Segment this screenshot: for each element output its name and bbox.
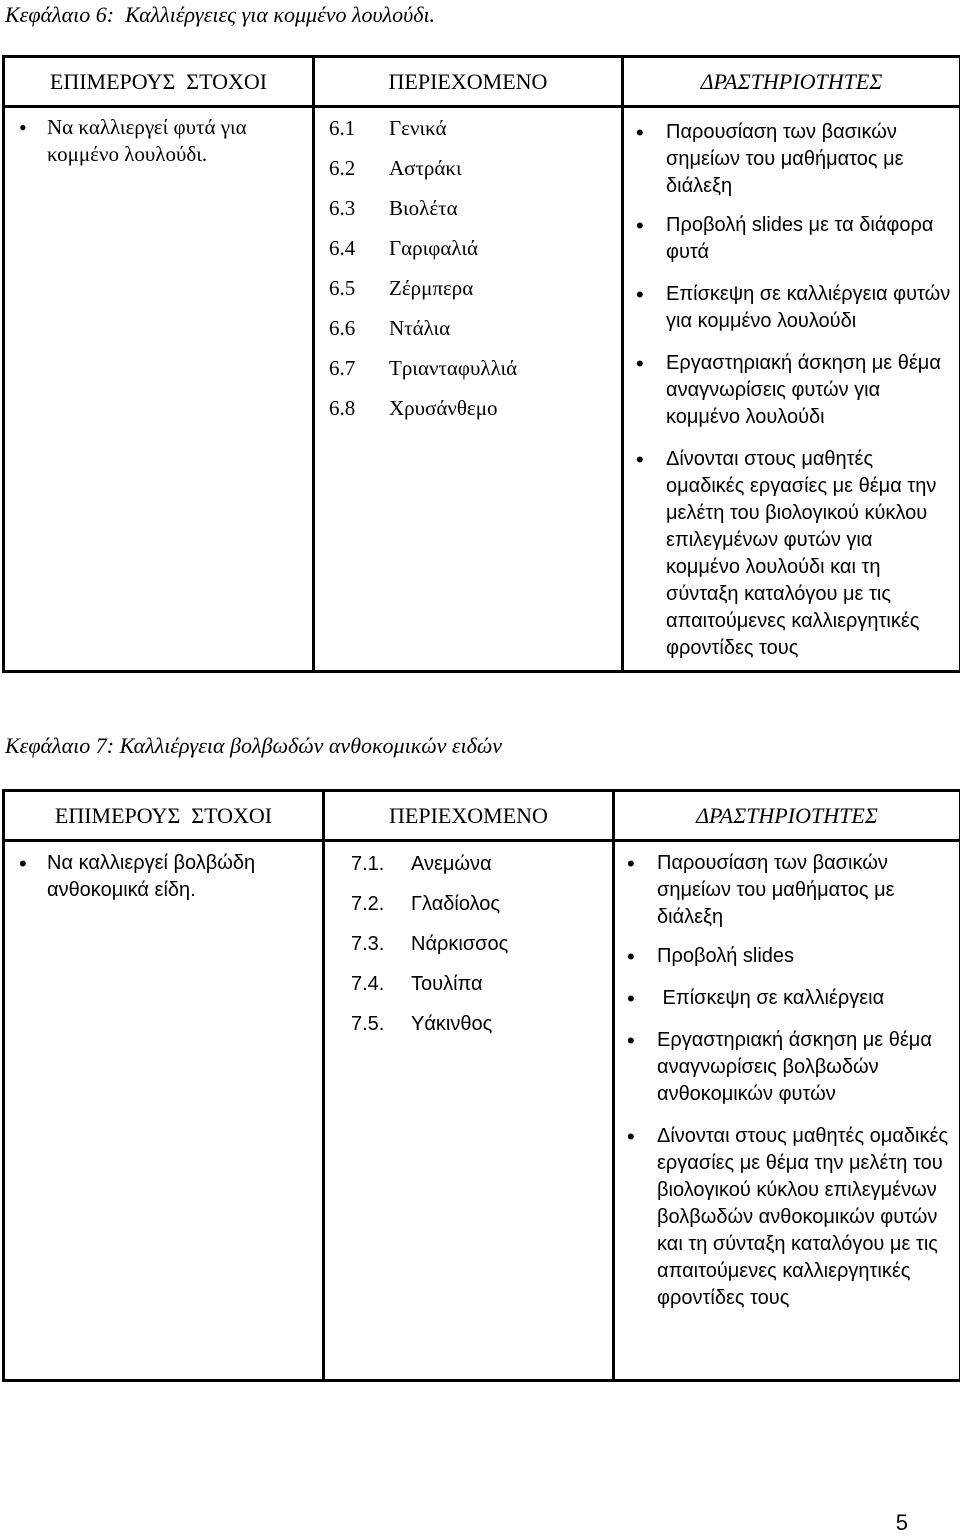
content-number: 7.5.	[351, 1013, 385, 1035]
content-number: 7.3.	[351, 933, 385, 955]
content-number: 7.4.	[351, 973, 385, 995]
header-content: ΠΕΡΙΕΧΟΜΕΝΟ	[314, 57, 623, 107]
header-activities: ΔΡΑΣΤΗΡΙΟΤΗΤΕΣ	[614, 791, 960, 841]
content-item	[351, 844, 612, 884]
content-number: 6.7	[329, 356, 356, 380]
content-item	[329, 268, 621, 308]
content-item	[329, 388, 621, 428]
content-number: 6.5	[329, 276, 356, 300]
content-cell	[314, 107, 623, 672]
content-number: 6.3	[329, 196, 356, 220]
activity-item: • Δίνονται στους μαθητές ομαδικές εργασίες με θέμα την μελέτη του βιολογικού κύκλου επιλεγμένων φυτών για κομμένο λουλούδι και τη σύνταξη καταλόγου με τις απαιτούμενες καλλιεργητικές φροντίδες τους	[624, 446, 951, 662]
content-text: Γαριφαλιά	[389, 236, 478, 260]
content-item	[351, 964, 612, 1004]
content-text: Αστράκι	[389, 156, 462, 180]
content-item	[329, 188, 621, 228]
content-number: 7.2.	[351, 893, 385, 915]
goal-item: • Να καλλιεργεί βολβώδη ανθοκομικά είδη.	[5, 850, 310, 904]
content-number: 6.1	[329, 116, 356, 140]
chapter-6-title: Κεφάλαιο 6: Καλλιέργειες για κομμένο λουλούδι.	[5, 2, 436, 27]
body-row	[4, 107, 960, 672]
activity-item: • Επίσκεψη σε καλλιέργεια φυτών για κομμένο λουλούδι	[624, 281, 951, 335]
chapter-7-table	[2, 789, 960, 1382]
content-item	[329, 308, 621, 348]
content-text: Γενικά	[389, 116, 447, 140]
content-item	[351, 924, 612, 964]
content-number: 6.4	[329, 236, 356, 260]
content-number: 7.1.	[351, 853, 385, 875]
goal-item: • Να καλλιεργεί φυτά για κομμένο λουλούδι.	[5, 114, 300, 168]
header-goals: ΕΠΙΜΕΡΟΥΣ ΣΤΟΧΟΙ	[4, 791, 324, 841]
activities-cell	[614, 841, 960, 1381]
activity-item: • Προβολή slides με τα διάφορα φυτά	[624, 212, 951, 266]
content-item	[351, 1004, 612, 1044]
header-activities: ΔΡΑΣΤΗΡΙΟΤΗΤΕΣ	[623, 57, 960, 107]
activity-item: • Παρουσίαση των βασικών σημείων του μαθήματος με διάλεξη	[624, 119, 951, 200]
activity-item: • Δίνονται στους μαθητές ομαδικές εργασίες με θέμα την μελέτη του βιολογικού κύκλου επιλεγμένων βολβωδών ανθοκομικών φυτών και τη σύνταξη καταλόγου με τις απαιτούμενες καλλιεργητικές φροντίδες τους	[615, 1123, 951, 1312]
page-number: 5	[895, 1510, 908, 1535]
content-item	[329, 228, 621, 268]
header-goals: ΕΠΙΜΕΡΟΥΣ ΣΤΟΧΟΙ	[4, 57, 314, 107]
goals-cell	[4, 107, 314, 672]
content-number: 6.2	[329, 156, 356, 180]
activities-cell	[623, 107, 960, 672]
content-text: Ανεμώνα	[411, 853, 492, 875]
content-text: Ζέρμπερα	[389, 276, 474, 300]
content-cell	[324, 841, 614, 1381]
content-text: Γλαδίολος	[411, 893, 501, 915]
activity-item: • Εργαστηριακή άσκηση με θέμα αναγνωρίσεις βολβωδών ανθοκομικών φυτών	[615, 1027, 951, 1108]
chapter-7-title: Κεφάλαιο 7: Καλλιέργεια βολβωδών ανθοκομικών ειδών	[5, 733, 503, 758]
header-content: ΠΕΡΙΕΧΟΜΕΝΟ	[324, 791, 614, 841]
activity-item: • Προβολή slides	[615, 943, 951, 970]
content-text: Τουλίπα	[411, 973, 483, 995]
content-item	[329, 108, 621, 148]
content-text: Υάκινθος	[411, 1013, 493, 1035]
content-text: Βιολέτα	[389, 196, 458, 220]
body-row	[4, 841, 960, 1381]
content-text: Νάρκισσος	[411, 933, 509, 955]
content-number: 6.6	[329, 316, 356, 340]
content-text: Ντάλια	[389, 316, 451, 340]
content-text: Χρυσάνθεμο	[389, 396, 498, 420]
goals-cell	[4, 841, 324, 1381]
content-item	[329, 348, 621, 388]
chapter-6-table	[2, 55, 960, 673]
header-row	[4, 57, 960, 107]
content-item	[351, 884, 612, 924]
content-text: Τριανταφυλλιά	[389, 356, 518, 380]
activity-item: • Επίσκεψη σε καλλιέργεια	[615, 985, 951, 1012]
content-item	[329, 148, 621, 188]
activity-item: • Παρουσίαση των βασικών σημείων του μαθήματος με διάλεξη	[615, 850, 951, 931]
content-number: 6.8	[329, 396, 356, 420]
header-row	[4, 791, 960, 841]
activity-item: • Εργαστηριακή άσκηση με θέμα αναγνωρίσεις φυτών για κομμένο λουλούδι	[624, 350, 951, 431]
